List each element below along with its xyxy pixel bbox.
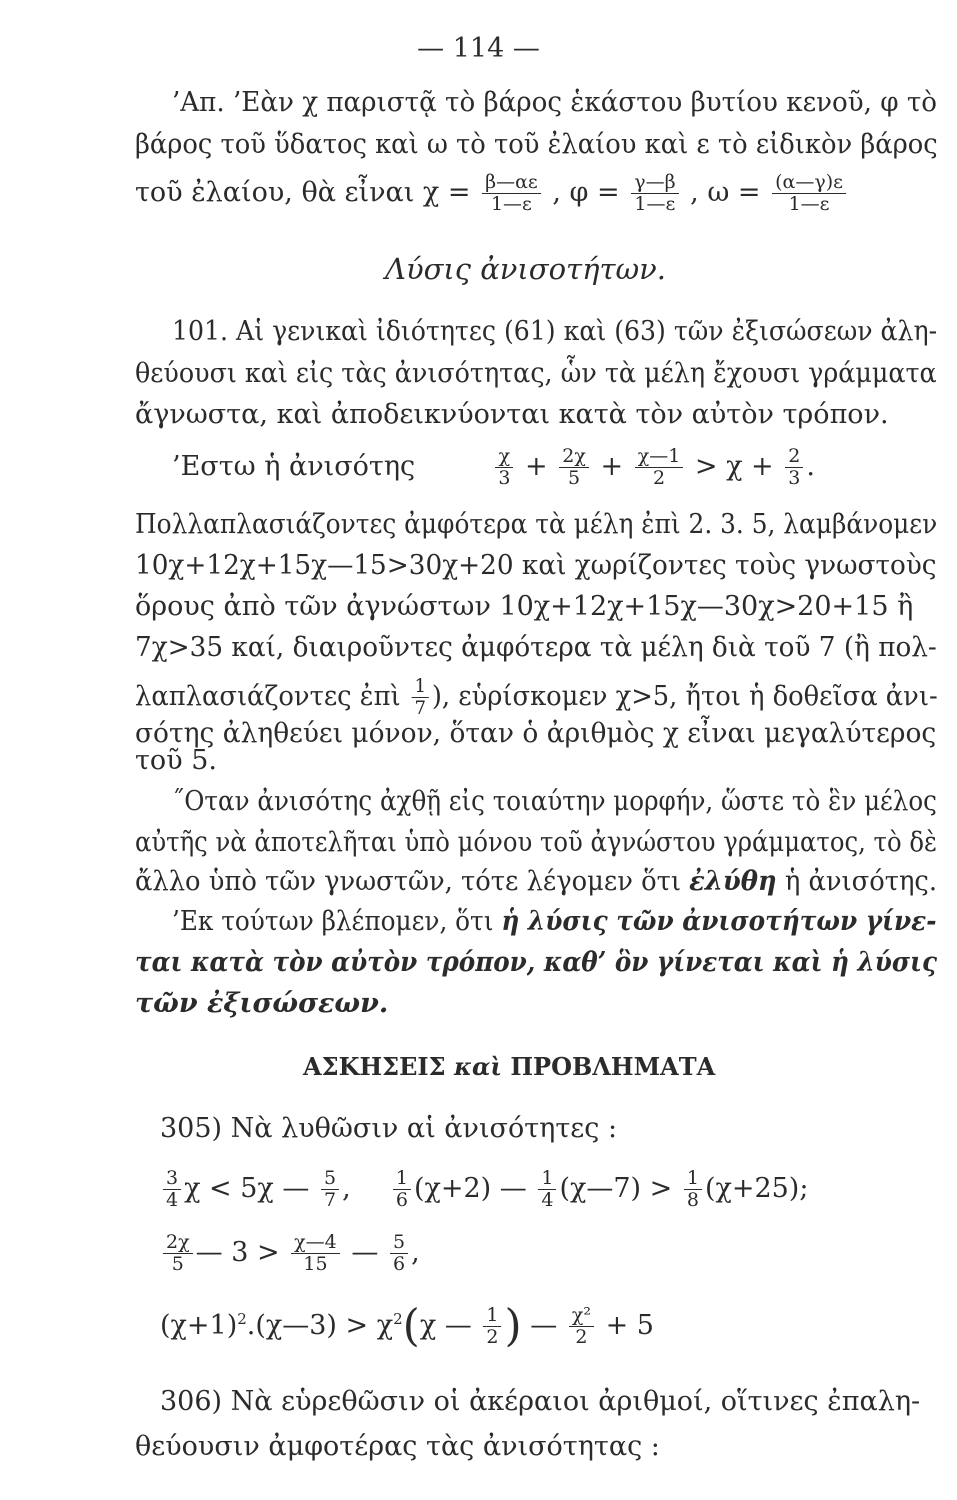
fraction-term-4: $\frac{2}{3}$ — [785, 446, 803, 489]
frac-2x-5: $\frac{2\chi}{5}$ — [163, 1232, 193, 1275]
conclusion-line-1: ’Εκ τούτων βλέπομεν, ὅτι ἡ λύσις τῶν ἀνισοτήτων γίνε- — [172, 906, 937, 937]
fraction-omega: $\frac{(\alpha—\gamma)\varepsilon}{1—\varepsilon}$ — [772, 172, 846, 215]
exercise-306-line-2: θεύουσιν ἀμφοτέρας τὰς ἀνισότητας : — [135, 1431, 660, 1462]
solution-line-3: ὅρους ἀπὸ τῶν ἀγνώστων 10χ+12χ+15χ—30χ>20+15 ἢ — [135, 591, 914, 622]
frac-1-6: $\frac{1}{6}$ — [393, 1168, 411, 1211]
frac-1-4: $\frac{1}{4}$ — [538, 1168, 556, 1211]
frac-3-4: $\frac{3}{4}$ — [163, 1168, 181, 1211]
frac-x2-2: $\frac{\text{χ²}}{2}$ — [569, 1305, 594, 1348]
para-101-line-3: ἄγνωστα, καὶ ἀποδεικνύονται κατὰ τὸν αὐτὸν τρόπον. — [135, 399, 889, 430]
example-inequality: ’Εστω ἡ ἀνισότης $\frac{\chi}{3}$ + $\frac{2\chi}{5}$ + $\frac{\chi—1}{2}$ > χ + $\frac{2}{3}$ . — [172, 445, 815, 489]
exercise-305-row-2: $\frac{2\chi}{5}$ — 3 > $\frac{\chi—4}{15}$ — $\frac{5}{6}$ , — [160, 1232, 420, 1275]
answer-line-3: τοῦ ἐλαίου, θὰ εἶναι χ = $\frac{\beta—\alpha\varepsilon}{1—\varepsilon}$ , φ = $\frac{\gamma—\beta}{1—\varepsilon}$ , ω = $\frac{(\alpha—\gamma)\varepsilon}{1—\varepsilon}$ — [135, 172, 849, 215]
solution-line-7: τοῦ 5. — [135, 745, 217, 776]
conclusion-line-2: ται κατὰ τὸν αὐτὸν τρόπον, καθ’ ὃν γίνεται καὶ ἡ λύσις — [135, 947, 937, 978]
para-101-line-2: θεύουσι καὶ εἰς τὰς ἀνισότητας, ὧν τὰ μέλη ἔχουσι γράμματα — [135, 358, 937, 389]
fraction-term-3: $\frac{\chi—1}{2}$ — [635, 446, 684, 489]
frac-x-4-15: $\frac{\chi—4}{15}$ — [291, 1232, 340, 1275]
exercise-305-row-1: $\frac{3}{4}$ χ < 5χ — $\frac{5}{7}$ , $\frac{1}{6}$ (χ+2) — $\frac{1}{4}$ (χ—7) > $\frac{1}{8}$ (χ+25); — [160, 1168, 808, 1211]
para-101-line-1: 101. Αἱ γενικαὶ ἰδιότητες (61) καὶ (63) τῶν ἐξισώσεων ἀλη- — [172, 316, 938, 347]
frac-1-2: $\frac{1}{2}$ — [483, 1305, 501, 1348]
exercise-305-row-3: $(\chi+1)^2.(\chi—3) > \chi^2(\chi$ — $\frac{1}{2}$ ) — $\frac{\text{χ²}}{2}$ + 5 — [160, 1300, 654, 1352]
page-number: — 114 — — [417, 33, 540, 64]
fraction-phi: $\frac{\gamma—\beta}{1—\varepsilon}$ — [631, 172, 678, 215]
exercise-306-line-1: 306) Νὰ εὑρεθῶσιν οἱ ἀκέραιοι ἀριθμοί, οἵτινες ἐπαλη- — [160, 1386, 921, 1417]
fraction-term-1: $\frac{\chi}{3}$ — [495, 446, 513, 489]
solution-line-6: σότης ἀληθεύει μόνον, ὅταν ὁ ἀριθμὸς χ εἶναι μεγαλύτερος — [135, 718, 937, 749]
definition-line-3: ἄλλο ὑπὸ τῶν γνωστῶν, τότε λέγομεν ὅτι ἐλύθη ἡ ἀνισότης. — [135, 866, 938, 897]
frac-5-7: $\frac{5}{7}$ — [321, 1168, 339, 1211]
exercises-heading: ΑΣΚΗΣΕΙΣ καὶ ΠΡΟΒΛΗΜΑΤΑ — [303, 1052, 716, 1081]
definition-line-1: ˝Οταν ἀνισότης ἀχθῇ εἰς τοιαύτην μορφήν, ὥστε τὸ ἓν μέλος — [172, 786, 937, 817]
solution-line-4: 7χ>35 καί, διαιροῦντες ἀμφότερα τὰ μέλη διὰ τοῦ 7 (ἢ πολ- — [135, 632, 937, 663]
fraction-one-seventh: $\frac{1}{7}$ — [412, 676, 429, 719]
fraction-term-2: $\frac{2\chi}{5}$ — [559, 446, 589, 489]
frac-5-6: $\frac{5}{6}$ — [390, 1232, 408, 1275]
fraction-x: $\frac{\beta—\alpha\varepsilon}{1—\varepsilon}$ — [482, 172, 541, 215]
exercise-305-title: 305) Νὰ λυθῶσιν αἱ ἀνισότητες : — [160, 1113, 618, 1144]
solution-line-2: 10χ+12χ+15χ—15>30χ+20 καὶ χωρίζοντες τοὺς γνωστοὺς — [135, 550, 937, 581]
definition-line-2: αὐτῆς νὰ ἀποτελῆται ὑπὸ μόνου τοῦ ἀγνώστου γράμματος, τὸ δὲ — [135, 827, 938, 858]
answer-line-2: βάρος τοῦ ὕδατος καὶ ω τὸ τοῦ ἐλαίου καὶ ε τὸ εἰδικὸν βάρος — [135, 129, 938, 160]
solution-line-5: λαπλασιάζοντες ἐπὶ $\frac{1}{7}$ ), εὑρίσκομεν χ>5, ἤτοι ἡ δοθεῖσα ἀνι- — [135, 675, 938, 719]
conclusion-line-3: τῶν ἐξισώσεων. — [135, 988, 389, 1019]
frac-1-8: $\frac{1}{8}$ — [684, 1168, 702, 1211]
solution-line-1: Πολλαπλασιάζοντες ἀμφότερα τὰ μέλη ἐπὶ 2. 3. 5, λαμβάνομεν — [135, 509, 938, 540]
answer-line-1: ’Απ. ’Εὰν χ παριστᾷ τὸ βάρος ἑκάστου βυτίου κενοῦ, φ τὸ — [172, 87, 938, 118]
section-heading: Λύσις ἀνισοτήτων. — [385, 252, 666, 286]
